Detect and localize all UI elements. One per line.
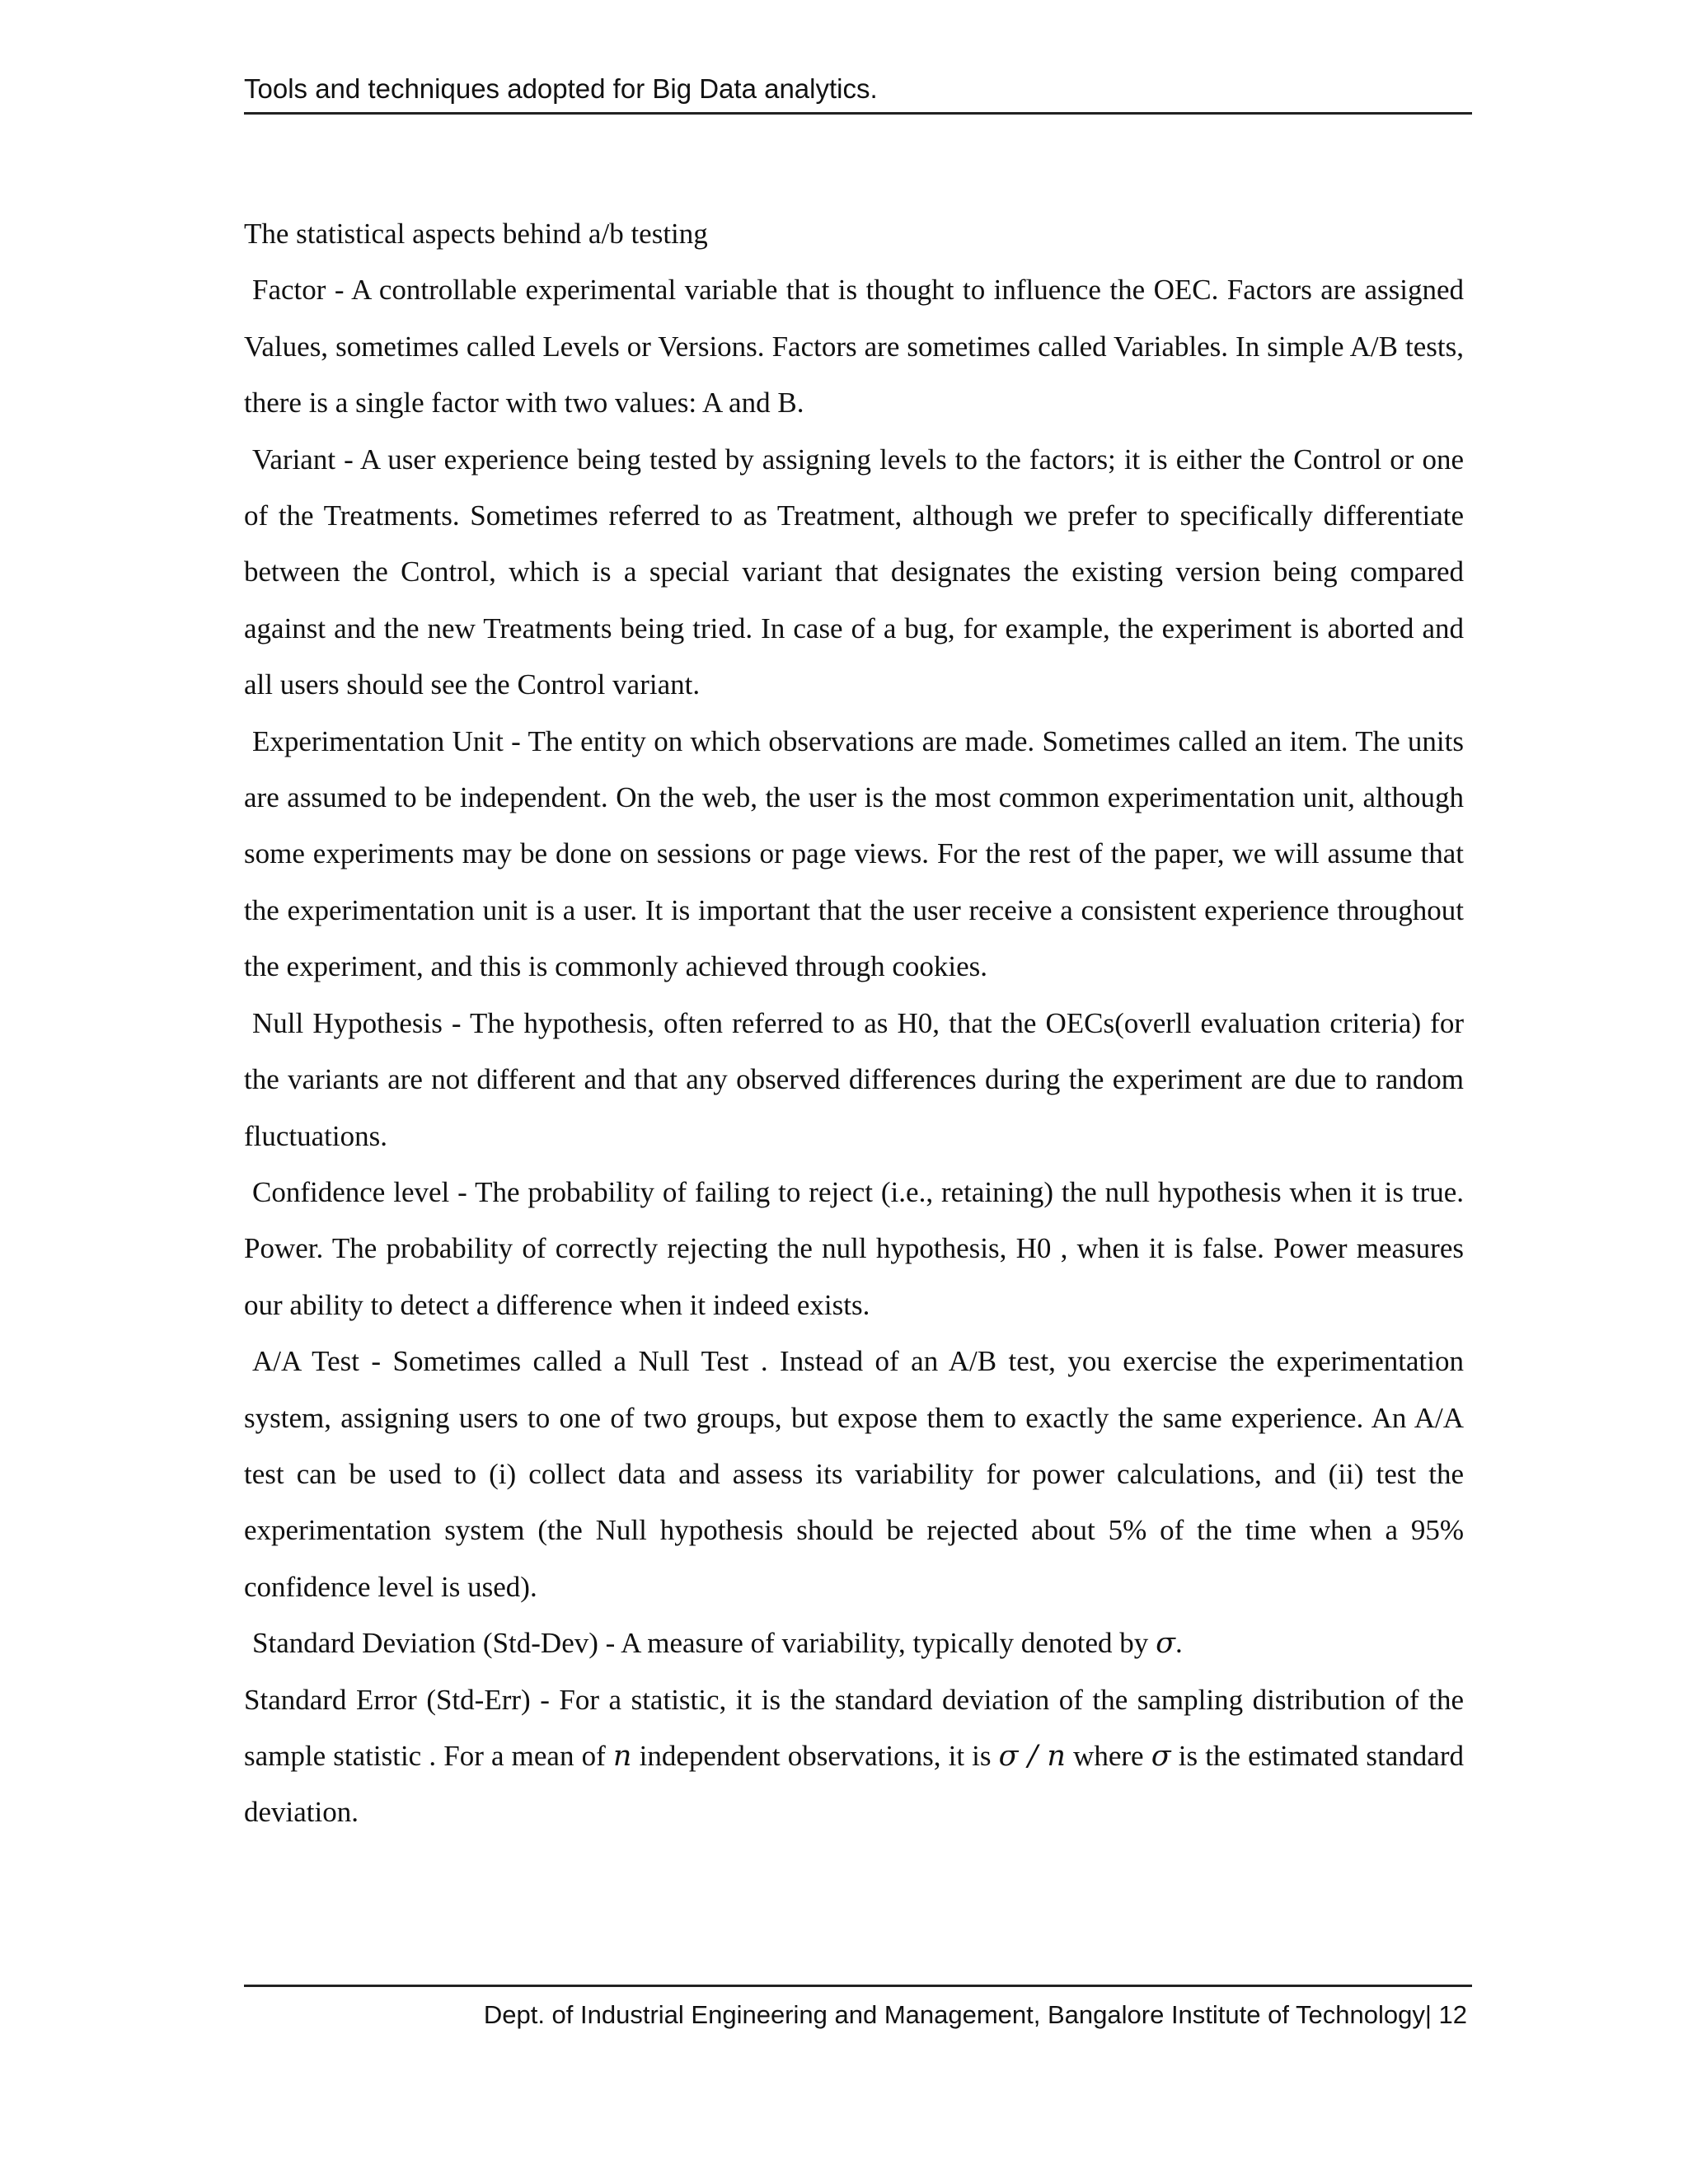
paragraph-aa-test: A/A Test - Sometimes called a Null Test . Instead of an A/B test, you exercise the experimentation system, assigning users to one of two groups, but expose them to exactly the same experience. An A/A test can be used to (i) collect data and assess its variability for power calculations, and (ii) test the experimentation system (the Null hypothesis should be rejected about 5% of the time when a 95% confidence level is used). bbox=[244, 1345, 1464, 1603]
paragraph-null-hypothesis: Null Hypothesis - The hypothesis, often referred to as H0, that the OECs(overll evaluation criteria) for the variants are not different and that any observed differences during the experiment are due to random fluctuations. bbox=[244, 1006, 1464, 1152]
std-err-part3: where bbox=[1065, 1739, 1151, 1772]
sigma-symbol: σ bbox=[1156, 1627, 1175, 1661]
paragraph-std-dev bbox=[244, 1615, 1464, 1671]
std-err-part4: is the estimated standard deviation. bbox=[244, 1739, 1464, 1829]
std-dev-text: Standard Deviation (Std-Dev) - A measure of variability, typically denoted by bbox=[252, 1627, 1156, 1660]
n-symbol: n bbox=[612, 1739, 632, 1773]
page-header bbox=[244, 66, 1472, 115]
paragraph-experimentation-unit: Experimentation Unit - The entity on which observations are made. Sometimes called an item. The units are assumed to be independent. On the web, the user is the most common experimentation unit, although some experiments may be done on sessions or page views. For the rest of the paper, we will assume that the experimentation unit is a user. It is important that the user receive a consistent experience throughout the experiment, and this is commonly achieved through cookies. bbox=[244, 724, 1464, 983]
body-text bbox=[244, 206, 1464, 1841]
std-err-part2: independent observations, it is bbox=[631, 1739, 999, 1772]
page-footer bbox=[244, 1985, 1472, 2032]
sigma-symbol-2: σ bbox=[1151, 1739, 1171, 1773]
paragraph-confidence-level: Confidence level - The probability of failing to reject (i.e., retaining) the null hypothesis when it is true. Power. The probability of correctly rejecting the null hypothesis, H0 , when it is false. Power measures our ability to detect a difference when it indeed exists. bbox=[244, 1175, 1464, 1321]
std-err-part1: Standard Error (Std-Err) - For a statistic, it is the standard deviation of the sampling distribution of the sample statistic . For a mean of bbox=[244, 1683, 1464, 1772]
paragraph-factor: Factor - A controllable experimental variable that is thought to influence the OEC. Factors are assigned Values, sometimes called Levels or Versions. Factors are sometimes called Variables. In simple A/B tests, there is a single factor with two values: A and B. bbox=[244, 274, 1464, 419]
header-title: Tools and techniques adopted for Big Data analytics. bbox=[244, 73, 878, 104]
std-dev-end: . bbox=[1175, 1627, 1183, 1660]
paragraph-std-err bbox=[244, 1672, 1464, 1841]
std-err-formula: σ / n bbox=[998, 1739, 1066, 1773]
paragraph-variant: Variant - A user experience being tested by assigning levels to the factors; it is either the Control or one of the Treatments. Sometimes referred to as Treatment, although we prefer to specifically differentiate between the Control, which is a special variant that designates the existing version being compared against and the new Treatments being tried. In case of a bug, for example, the experiment is aborted and all users should see the Control variant. bbox=[244, 443, 1464, 701]
footer-text: Dept. of Industrial Engineering and Management, Bangalore Institute of Technology| 12 bbox=[483, 2000, 1467, 2029]
section-heading: The statistical aspects behind a/b testing bbox=[244, 218, 708, 250]
